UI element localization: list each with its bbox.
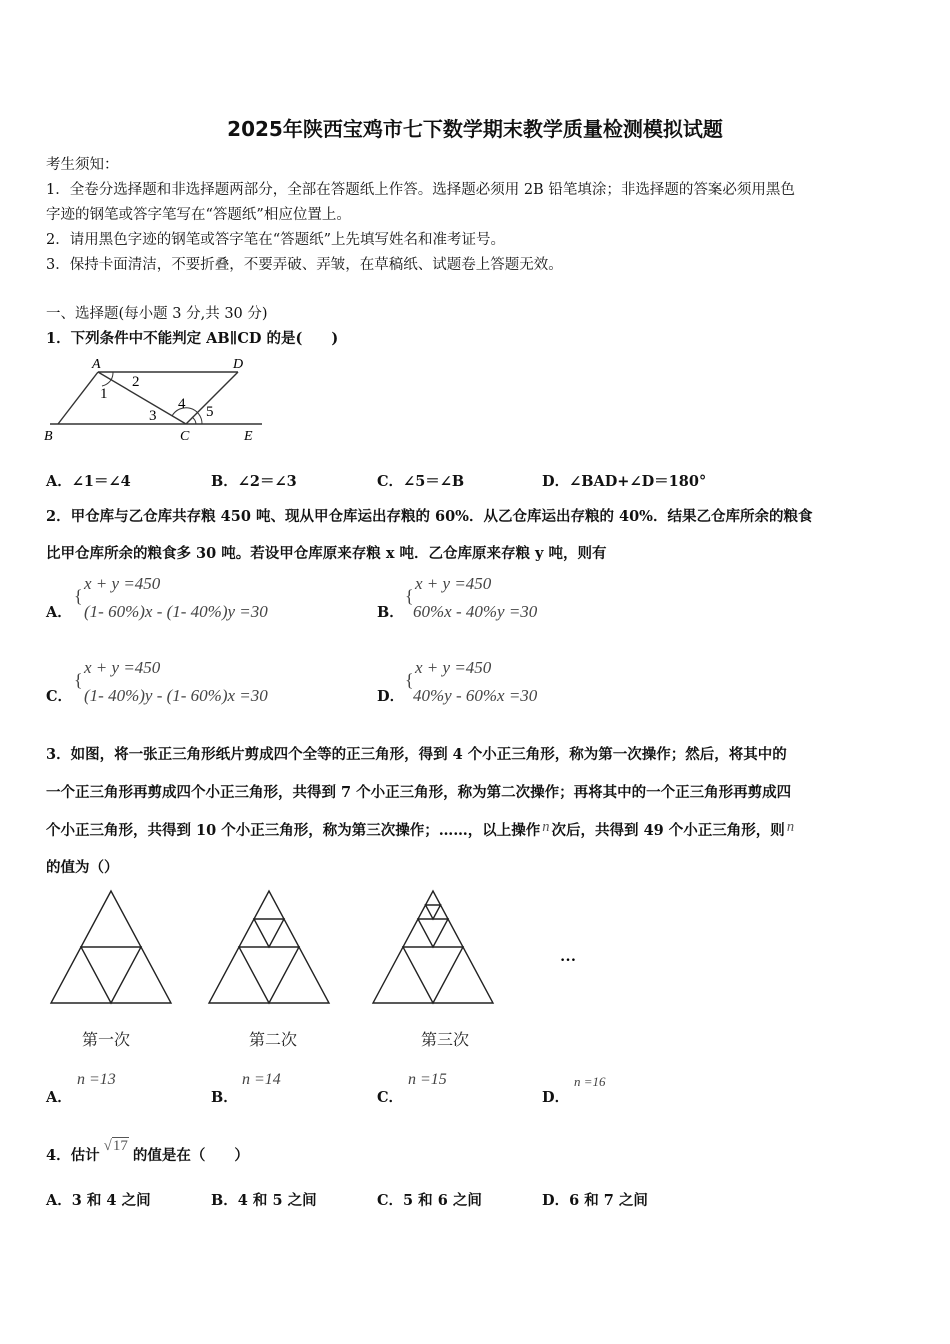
q3-line-3a: 个小正三角形，共得到 10 个小正三角形，称为第三次操作；……，以上操作 xyxy=(46,822,541,839)
label-a: A xyxy=(92,357,101,372)
label-d: D xyxy=(233,357,244,372)
q3-option-c-label[interactable]: C． xyxy=(377,1089,404,1106)
notice-line-1b: 字迹的钢笔或答字笔写在“答题纸”相应位置上。 xyxy=(46,207,351,223)
q3-var-n-1: n xyxy=(542,819,550,835)
label-angle-2: 2 xyxy=(132,374,140,390)
q2-option-d-eq1: x + y =450 xyxy=(415,658,492,677)
q2-line-1: 2．甲仓库与乙仓库共存粮 450 吨、现从甲仓库运出存粮的 60%．从乙仓库运出存粮的 40%．结果乙仓库所余的粮食 xyxy=(46,508,813,525)
q4-option-d[interactable]: D．6 和 7 之间 xyxy=(542,1192,648,1209)
label-c: C xyxy=(180,429,190,444)
angle-arc-c xyxy=(172,408,202,424)
label-angle-5: 5 xyxy=(206,404,214,420)
line-ab xyxy=(58,372,98,424)
q3-option-b-label[interactable]: B． xyxy=(211,1089,238,1106)
q2-option-b-eq2: 60%x - 40%y =30 xyxy=(413,602,538,621)
q3-line-2: 一个正三角形再剪成四个小正三角形，共得到 7 个小正三角形，称为第二次操作；再将其中的一个正三角形再剪成四 xyxy=(46,784,792,801)
q1-option-a[interactable]: A．∠1＝∠4 xyxy=(46,473,131,490)
label-angle-4: 4 xyxy=(178,396,186,412)
q3-option-b-value: n =14 xyxy=(242,1071,281,1088)
q4-sqrt: √17 xyxy=(103,1138,128,1154)
q3-option-d-value: n =16 xyxy=(574,1074,606,1089)
label-e: E xyxy=(244,429,253,444)
q2-option-d-label[interactable]: D． xyxy=(377,688,405,705)
label-angle-1: 1 xyxy=(100,386,108,402)
q1-figure xyxy=(40,352,270,448)
caption-first: 第一次 xyxy=(82,1030,131,1049)
q2-option-c-eq1: x + y =450 xyxy=(84,658,161,677)
page-title: 2025年陕西宝鸡市七下数学期末教学质量检测模拟试题 xyxy=(227,117,723,141)
angle-arc-c2 xyxy=(192,417,196,424)
q4-stem-a: 4．估计 xyxy=(46,1147,100,1164)
angle-arc-a xyxy=(111,372,113,380)
caption-third: 第三次 xyxy=(421,1030,470,1049)
notice-heading: 考生须知： xyxy=(46,157,119,173)
q3-line-4: 的值为（） xyxy=(46,859,119,876)
q3-option-a-label[interactable]: A． xyxy=(46,1089,72,1106)
q2-option-c-label[interactable]: C． xyxy=(46,688,73,705)
figure-second-operation xyxy=(209,891,329,1003)
q3-line-3b: 次后，共得到 49 个小正三角形，则 xyxy=(551,822,785,839)
q1-option-c[interactable]: C．∠5＝∠B xyxy=(377,473,465,490)
notice-line-1a: 1．全卷分选择题和非选择题两部分，全部在答题纸上作答。选择题必须用 2B 铅笔填涂；非选择题的答案必须用黑色 xyxy=(46,182,795,198)
q4-stem xyxy=(46,1138,249,1165)
q4-radicand: 17 xyxy=(112,1138,128,1154)
q2-option-d-eq2: 40%y - 60%x =30 xyxy=(413,686,538,705)
label-b: B xyxy=(44,429,53,444)
notice-line-3: 3．保持卡面清洁，不要折叠，不要弄破、弄皱，在草稿纸、试题卷上答题无效。 xyxy=(46,257,563,273)
figure-first-operation xyxy=(51,891,171,1003)
q2-option-b-eq1: x + y =450 xyxy=(415,574,492,593)
q4-stem-b: 的值是在（ ） xyxy=(132,1147,249,1164)
q3-line-3 xyxy=(46,819,794,840)
q3-option-c-value: n =15 xyxy=(408,1071,447,1088)
q2-option-a-label[interactable]: A． xyxy=(46,604,72,621)
q2-option-b-brace: { xyxy=(405,586,414,606)
caption-second: 第二次 xyxy=(249,1030,298,1049)
section-heading: 一、选择题(每小题 3 分,共 30 分) xyxy=(46,306,268,322)
q1-option-b[interactable]: B．∠2＝∠3 xyxy=(211,473,297,490)
q2-option-d-brace: { xyxy=(405,670,414,690)
q1-stem: 1．下列条件中不能判定 AB∥CD 的是( ) xyxy=(46,330,339,347)
q2-line-2: 比甲仓库所余的粮食多 30 吨。若设甲仓库原来存粮 x 吨．乙仓库原来存粮 y 吨，则有 xyxy=(46,545,607,562)
q4-option-c[interactable]: C．5 和 6 之间 xyxy=(377,1192,482,1209)
q3-var-n-2: n xyxy=(786,819,795,835)
notice-line-2: 2．请用黑色字迹的钢笔或答字笔在“答题纸”上先填写姓名和准考证号。 xyxy=(46,232,506,248)
q3-option-d-label[interactable]: D． xyxy=(542,1089,570,1106)
q3-figures xyxy=(40,882,640,1012)
q3-line-1: 3．如图，将一张正三角形纸片剪成四个全等的正三角形，得到 4 个小正三角形，称为第一次操作；然后，将其中的 xyxy=(46,746,787,763)
q3-ellipsis: … xyxy=(560,948,576,965)
label-angle-3: 3 xyxy=(149,408,157,424)
q2-option-a-brace: { xyxy=(74,586,83,606)
q2-option-b-label[interactable]: B． xyxy=(377,604,404,621)
q2-option-a-eq1: x + y =450 xyxy=(84,574,161,593)
q2-option-c-eq2: (1- 40%)y - (1- 60%)x =30 xyxy=(84,686,268,705)
q3-option-a-value: n =13 xyxy=(77,1071,116,1088)
q4-option-b[interactable]: B．4 和 5 之间 xyxy=(211,1192,317,1209)
q2-option-a-eq2: (1- 60%)x - (1- 40%)y =30 xyxy=(84,602,268,621)
q2-option-c-brace: { xyxy=(74,670,83,690)
q4-option-a[interactable]: A．3 和 4 之间 xyxy=(46,1192,151,1209)
figure-third-operation xyxy=(373,891,493,1003)
q1-option-d[interactable]: D．∠BAD+∠D＝180° xyxy=(542,473,707,490)
